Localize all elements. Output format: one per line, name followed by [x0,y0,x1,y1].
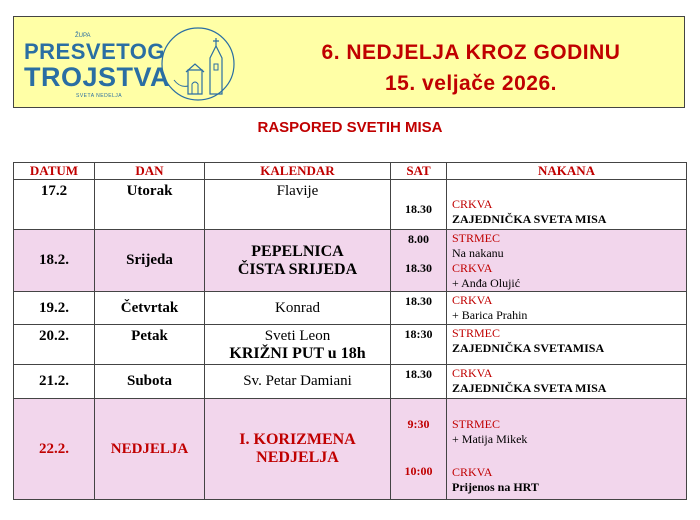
parish-logo [18,21,240,105]
logo-line2: TROJSTVA [24,62,171,92]
time-value: 18.30 [405,294,432,308]
header-banner [13,16,685,108]
time-value: 10:00 [404,464,433,478]
logo-top-text: ŽUPA [75,33,91,39]
cell-dan: NEDJELJA [95,399,205,500]
intention-text: + Barica Prahin [452,308,528,322]
cell-dan: Četvrtak [95,292,205,325]
cell-dan: Subota [95,365,205,399]
cell-datum: 20.2. [14,325,95,365]
cell-nakana [447,365,687,399]
kalendar-line: Konrad [275,299,320,316]
cell-datum: 18.2. [14,230,95,292]
cell-kalendar [205,365,391,399]
cell-dan: Utorak [95,180,205,230]
cell-datum: 17.2 [14,180,95,230]
kalendar-line: PEPELNICA [251,242,344,260]
page-date: 15. veljače 2026. [385,72,557,95]
cell-sat [391,230,447,292]
intention-text: ZAJEDNIČKA SVETAMISA [452,341,605,355]
kalendar-line: KRIŽNI PUT u 18h [229,345,366,362]
location-label: STRMEC [452,326,501,340]
intention-text: + Anđa Olujić [452,276,521,290]
cell-sat [391,325,447,365]
mass-schedule-table [13,162,687,500]
cell-kalendar [205,230,391,292]
kalendar-line: Flavije [276,183,319,199]
church-logo-icon [158,24,240,104]
kalendar-line: ČISTA SRIJEDA [237,260,358,278]
time-value: 8.00 [408,232,429,246]
location-label: CRKVA [452,261,493,275]
location-label: CRKVA [452,293,493,307]
table-row [14,230,687,292]
cell-sat [391,399,447,500]
location-label: CRKVA [452,197,493,211]
intention-text: Na nakanu [452,246,504,260]
time-value: 18.30 [405,367,432,381]
table-row [14,325,687,365]
col-header-datum: DATUM [14,163,95,180]
col-header-sat: SAT [391,163,447,180]
page-title: 6. NEDJELJA KROZ GODINU [321,41,621,64]
location-label: CRKVA [452,366,493,380]
cell-nakana [447,399,687,500]
intention-text: Prijenos na HRT [452,480,539,494]
cell-nakana [447,180,687,230]
cell-kalendar [205,399,391,500]
location-label: STRMEC [452,231,501,245]
time-value: 9:30 [407,417,430,431]
kalendar-line: NEDJELJA [256,449,339,466]
intention-text: ZAJEDNIČKA SVETA MISA [452,381,607,395]
cell-datum: 21.2. [14,365,95,399]
kalendar-line: I. KORIZMENA [239,431,356,448]
logo-bottom-text: SVETA NEDELJA [76,93,123,99]
table-row [14,365,687,399]
kalendar-line: Sv. Petar Damiani [243,373,352,389]
cell-kalendar [205,325,391,365]
col-header-nakana: NAKANA [447,163,687,180]
cell-dan: Petak [95,325,205,365]
table-row [14,399,687,500]
table-header-row [14,163,687,180]
location-label: CRKVA [452,465,493,479]
cell-datum: 22.2. [14,399,95,500]
cell-nakana [447,292,687,325]
cell-datum: 19.2. [14,292,95,325]
time-value: 18:30 [404,327,433,341]
cell-kalendar [205,292,391,325]
table-row [14,180,687,230]
cell-nakana [447,325,687,365]
cell-sat [391,292,447,325]
schedule-heading: RASPORED SVETIH MISA [257,119,443,136]
logo-line1: PRESVETOG [24,39,166,64]
time-value: 18.30 [405,202,432,216]
intention-text: ZAJEDNIČKA SVETA MISA [452,212,607,226]
table-row [14,292,687,325]
cell-nakana [447,230,687,292]
cell-sat [391,180,447,230]
cell-sat [391,365,447,399]
cell-dan: Srijeda [95,230,205,292]
col-header-kalendar: KALENDAR [205,163,391,180]
col-header-dan: DAN [95,163,205,180]
intention-text: + Matija Mikek [452,432,528,446]
location-label: STRMEC [452,417,501,431]
time-value: 18.30 [405,261,432,275]
cell-kalendar [205,180,391,230]
kalendar-line: Sveti Leon [264,328,331,344]
